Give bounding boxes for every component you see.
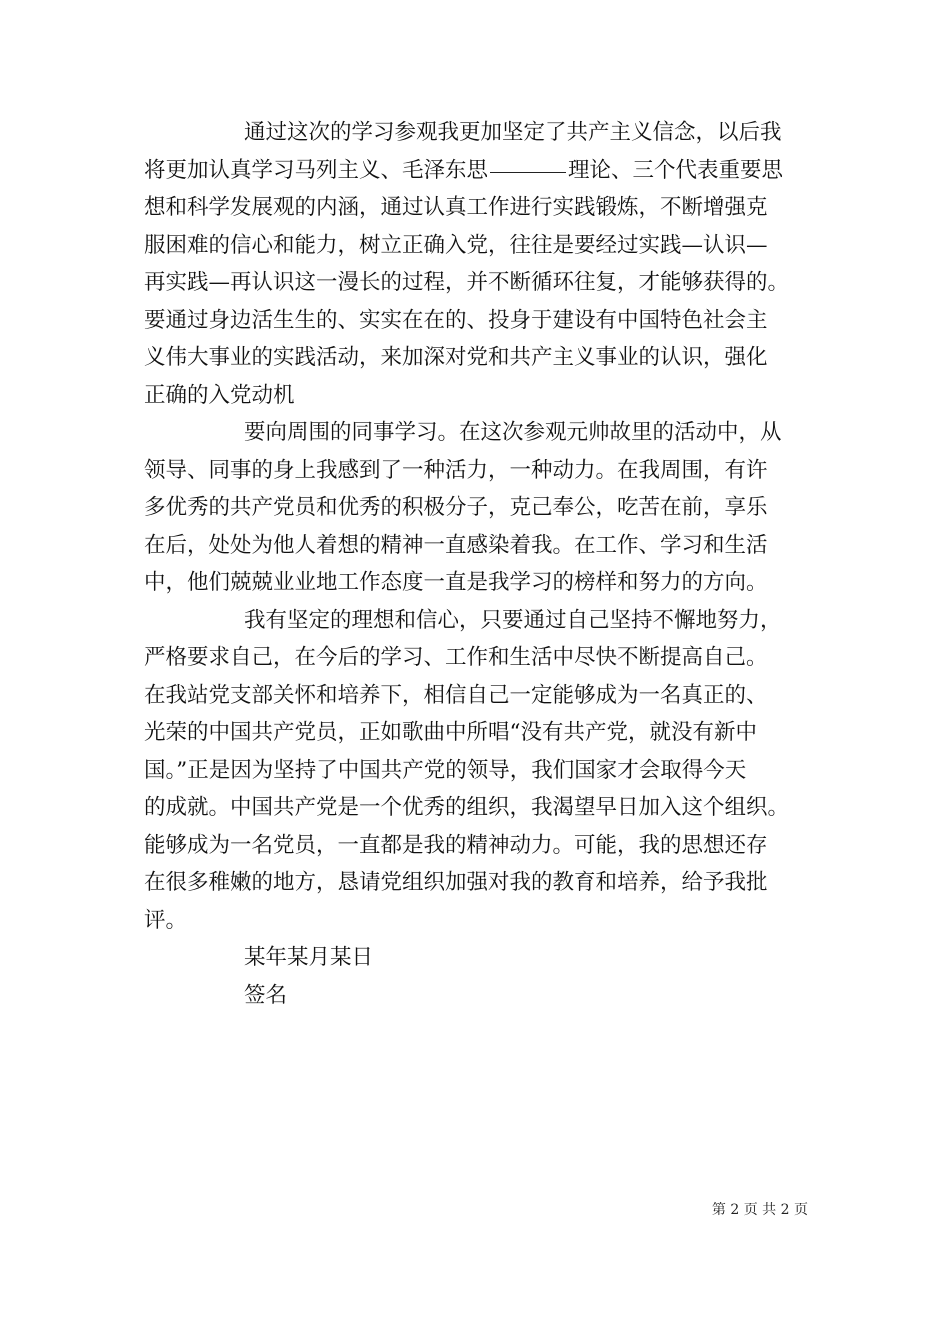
paragraph-2-line-4: 在后，处处为他人着想的精神一直感染着我。在工作、学习和生活 — [144, 532, 768, 558]
paragraph-1-line-5: 再实践—再认识这一漫长的过程，并不断循环往复，才能够获得的。 — [144, 270, 790, 295]
paragraph-2-line-3: 多优秀的共产党员和优秀的积极分子，克己奉公，吃苦在前，享乐 — [144, 495, 768, 520]
paragraph-3-line-4: 光荣的中国共产党员，正如歌曲中所唱“没有共产党，就没有新中 — [144, 720, 757, 745]
paragraph-1-line-1: 通过这次的学习参观我更加坚定了共产主义信念，以后我 — [244, 120, 782, 145]
paragraph-3-line-8: 在很多稚嫩的地方，恳请党组织加强对我的教育和培养，给予我批 — [144, 870, 768, 895]
paragraph-1-line-2-start: 将更加认真学习马列主义、毛泽东思 — [144, 157, 489, 183]
closing-date: 某年某月某日 — [244, 945, 374, 970]
paragraph-3-line-9: 评。 — [144, 907, 188, 933]
paragraph-1-line-2 — [144, 152, 808, 190]
paragraph-1-line-7: 义伟大事业的实践活动，来加深对党和共产主义事业的认识，强化 — [144, 345, 768, 370]
paragraph-3-line-6: 的成就。中国共产党是一个优秀的组织，我渴望早日加入这个组织。 — [144, 795, 790, 820]
paragraph-2-line-1: 要向周围的同事学习。在这次参观元帅故里的活动中，从 — [244, 420, 782, 445]
paragraph-3-line-3: 在我站党支部关怀和培养下，相信自己一定能够成为一名真正的、 — [144, 682, 768, 708]
paragraph-2-line-2: 领导、同事的身上我感到了一种活力，一种动力。在我周围，有许 — [144, 457, 768, 483]
paragraph-3-line-2: 严格要求自己，在今后的学习、工作和生活中尽快不断提高自己。 — [144, 645, 768, 670]
paragraph-1-line-3: 想和科学发展观的内涵，通过认真工作进行实践锻炼，不断增强克 — [144, 195, 768, 220]
paragraph-3-line-5: 国。”正是因为坚持了中国共产党的领导，我们国家才会取得今天 — [144, 757, 747, 783]
fill-in-blank — [490, 170, 566, 173]
paragraph-3-line-7: 能够成为一名党员，一直都是我的精神动力。可能，我的思想还存 — [144, 832, 768, 858]
closing-signature: 签名 — [244, 982, 288, 1008]
paragraph-1 — [144, 114, 808, 414]
closing-block — [144, 939, 808, 1014]
paragraph-1-line-6: 要通过身边活生生的、实实在在的、投身于建设有中国特色社会主 — [144, 307, 768, 333]
paragraph-1-line-8: 正确的入党动机 — [144, 382, 295, 408]
page-footer: 第 2 页 共 2 页 — [711, 1202, 808, 1218]
document-body — [144, 114, 808, 1014]
paragraph-2 — [144, 414, 808, 602]
paragraph-2-line-5: 中，他们兢兢业业地工作态度一直是我学习的榜样和努力的方向。 — [144, 570, 768, 595]
paragraph-1-line-2-end: 理论、三个代表重要思 — [568, 157, 784, 183]
paragraph-1-line-4: 服困难的信心和能力，树立正确入党，往往是要经过实践—认识— — [144, 232, 768, 258]
paragraph-3 — [144, 602, 808, 940]
paragraph-3-line-1: 我有坚定的理想和信心，只要通过自己坚持不懈地努力， — [244, 607, 782, 633]
